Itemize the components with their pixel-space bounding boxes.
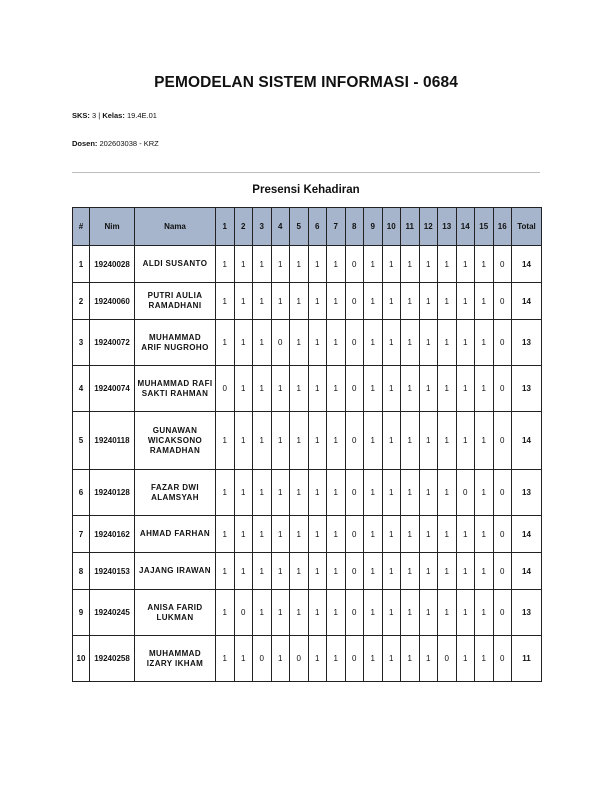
course-info bbox=[72, 111, 157, 120]
attendance-mark: 1 bbox=[308, 636, 327, 682]
attendance-mark: 1 bbox=[475, 412, 494, 470]
document-title: PEMODELAN SISTEM INFORMASI - 0684 bbox=[154, 74, 458, 91]
attendance-mark: 1 bbox=[419, 636, 438, 682]
table-body bbox=[73, 246, 542, 682]
row-number: 4 bbox=[73, 366, 90, 412]
attendance-mark: 1 bbox=[438, 470, 457, 516]
attendance-mark: 1 bbox=[364, 366, 383, 412]
attendance-mark: 1 bbox=[327, 366, 346, 412]
attendance-mark: 1 bbox=[308, 470, 327, 516]
column-header: Nama bbox=[135, 208, 216, 246]
attendance-mark: 1 bbox=[382, 320, 401, 366]
attendance-mark: 1 bbox=[475, 283, 494, 320]
attendance-mark: 0 bbox=[493, 246, 512, 283]
column-header: 11 bbox=[401, 208, 420, 246]
attendance-total: 14 bbox=[512, 246, 542, 283]
attendance-mark: 1 bbox=[290, 412, 309, 470]
attendance-mark: 1 bbox=[401, 320, 420, 366]
column-header: Nim bbox=[90, 208, 135, 246]
student-nim: 19240162 bbox=[90, 516, 135, 553]
student-name-line: MUHAMMAD RAFI bbox=[137, 378, 213, 388]
row-number: 7 bbox=[73, 516, 90, 553]
attendance-mark: 1 bbox=[456, 320, 475, 366]
table-row bbox=[73, 283, 542, 320]
column-header: 16 bbox=[493, 208, 512, 246]
attendance-mark: 1 bbox=[401, 412, 420, 470]
attendance-mark: 0 bbox=[345, 636, 364, 682]
kelas-label: Kelas: bbox=[102, 111, 125, 120]
attendance-mark: 1 bbox=[253, 516, 272, 553]
table-row bbox=[73, 366, 542, 412]
attendance-mark: 1 bbox=[234, 283, 253, 320]
attendance-mark: 0 bbox=[493, 553, 512, 590]
attendance-mark: 1 bbox=[216, 412, 235, 470]
attendance-mark: 1 bbox=[216, 516, 235, 553]
lecturer-info bbox=[72, 139, 159, 148]
attendance-mark: 1 bbox=[271, 636, 290, 682]
attendance-mark: 1 bbox=[308, 366, 327, 412]
attendance-mark: 1 bbox=[475, 470, 494, 516]
attendance-total: 14 bbox=[512, 412, 542, 470]
attendance-mark: 1 bbox=[382, 553, 401, 590]
divider bbox=[72, 172, 540, 173]
attendance-mark: 1 bbox=[234, 516, 253, 553]
row-number: 1 bbox=[73, 246, 90, 283]
attendance-mark: 0 bbox=[493, 590, 512, 636]
table-row bbox=[73, 553, 542, 590]
student-name-line: AHMAD FARHAN bbox=[139, 529, 211, 538]
student-name-line: ALAMSYAH bbox=[151, 492, 199, 502]
attendance-mark: 1 bbox=[456, 516, 475, 553]
attendance-mark: 1 bbox=[475, 636, 494, 682]
attendance-mark: 0 bbox=[345, 283, 364, 320]
attendance-mark: 1 bbox=[438, 320, 457, 366]
attendance-mark: 1 bbox=[253, 320, 272, 366]
row-number: 2 bbox=[73, 283, 90, 320]
attendance-mark: 1 bbox=[253, 553, 272, 590]
attendance-mark: 1 bbox=[438, 283, 457, 320]
attendance-mark: 1 bbox=[438, 553, 457, 590]
attendance-mark: 1 bbox=[271, 590, 290, 636]
attendance-mark: 1 bbox=[290, 590, 309, 636]
attendance-mark: 1 bbox=[382, 590, 401, 636]
student-name-line: WICAKSONO bbox=[147, 435, 203, 445]
attendance-mark: 1 bbox=[308, 590, 327, 636]
attendance-mark: 1 bbox=[327, 516, 346, 553]
attendance-mark: 0 bbox=[345, 246, 364, 283]
student-name-line: ARIF NUGROHO bbox=[141, 342, 209, 352]
attendance-mark: 1 bbox=[290, 366, 309, 412]
attendance-mark: 1 bbox=[290, 470, 309, 516]
attendance-mark: 1 bbox=[438, 590, 457, 636]
sks-label: SKS: bbox=[72, 111, 90, 120]
row-number: 10 bbox=[73, 636, 90, 682]
column-header: 1 bbox=[216, 208, 235, 246]
attendance-mark: 1 bbox=[419, 283, 438, 320]
student-name bbox=[135, 366, 216, 412]
attendance-mark: 1 bbox=[271, 246, 290, 283]
row-number: 8 bbox=[73, 553, 90, 590]
attendance-mark: 0 bbox=[345, 590, 364, 636]
attendance-mark: 0 bbox=[493, 636, 512, 682]
attendance-mark: 1 bbox=[271, 366, 290, 412]
student-name-line: LUKMAN bbox=[156, 612, 194, 622]
attendance-total: 13 bbox=[512, 320, 542, 366]
attendance-mark: 1 bbox=[271, 470, 290, 516]
student-nim: 19240245 bbox=[90, 590, 135, 636]
attendance-mark: 1 bbox=[253, 246, 272, 283]
student-name-line: MUHAMMAD bbox=[148, 648, 202, 658]
attendance-mark: 1 bbox=[382, 246, 401, 283]
student-name-line: GUNAWAN bbox=[152, 425, 198, 435]
attendance-mark: 1 bbox=[234, 320, 253, 366]
student-name-line: RAMADHANI bbox=[148, 301, 202, 310]
sks-value: 3 bbox=[92, 111, 97, 120]
row-number: 6 bbox=[73, 470, 90, 516]
attendance-mark: 1 bbox=[234, 412, 253, 470]
attendance-mark: 1 bbox=[419, 246, 438, 283]
attendance-mark: 1 bbox=[382, 366, 401, 412]
column-header: 15 bbox=[475, 208, 494, 246]
attendance-mark: 1 bbox=[234, 553, 253, 590]
table-row bbox=[73, 636, 542, 682]
attendance-mark: 0 bbox=[493, 283, 512, 320]
attendance-mark: 1 bbox=[419, 320, 438, 366]
student-name-line: ALDI SUSANTO bbox=[142, 259, 208, 268]
attendance-mark: 1 bbox=[216, 320, 235, 366]
table-header-row bbox=[73, 208, 542, 246]
attendance-mark: 0 bbox=[438, 636, 457, 682]
attendance-mark: 1 bbox=[308, 246, 327, 283]
attendance-mark: 1 bbox=[456, 636, 475, 682]
table-row bbox=[73, 320, 542, 366]
attendance-mark: 1 bbox=[401, 636, 420, 682]
attendance-mark: 1 bbox=[327, 246, 346, 283]
attendance-mark: 1 bbox=[308, 553, 327, 590]
attendance-mark: 1 bbox=[271, 283, 290, 320]
kelas-value: 19.4E.01 bbox=[126, 111, 157, 120]
table-row bbox=[73, 246, 542, 283]
attendance-mark: 1 bbox=[382, 516, 401, 553]
attendance-table bbox=[72, 207, 542, 682]
column-header: 12 bbox=[419, 208, 438, 246]
column-header: 5 bbox=[290, 208, 309, 246]
attendance-mark: 1 bbox=[364, 283, 383, 320]
attendance-mark: 1 bbox=[438, 412, 457, 470]
attendance-mark: 1 bbox=[234, 636, 253, 682]
student-name-line: ANISA FARID bbox=[147, 602, 203, 612]
attendance-mark: 1 bbox=[456, 553, 475, 590]
attendance-mark: 1 bbox=[308, 283, 327, 320]
attendance-mark: 1 bbox=[364, 470, 383, 516]
dosen-label: Dosen: bbox=[72, 139, 98, 148]
student-name bbox=[135, 283, 216, 320]
student-nim: 19240060 bbox=[90, 283, 135, 320]
attendance-mark: 0 bbox=[271, 320, 290, 366]
attendance-mark: 1 bbox=[216, 283, 235, 320]
student-name bbox=[135, 470, 216, 516]
column-header: 9 bbox=[364, 208, 383, 246]
attendance-total: 14 bbox=[512, 553, 542, 590]
attendance-mark: 1 bbox=[382, 636, 401, 682]
attendance-mark: 0 bbox=[493, 412, 512, 470]
attendance-total: 13 bbox=[512, 470, 542, 516]
attendance-mark: 1 bbox=[234, 366, 253, 412]
attendance-mark: 0 bbox=[253, 636, 272, 682]
student-name bbox=[135, 516, 216, 553]
column-header: 14 bbox=[456, 208, 475, 246]
column-header: 8 bbox=[345, 208, 364, 246]
attendance-mark: 1 bbox=[364, 636, 383, 682]
attendance-mark: 1 bbox=[382, 470, 401, 516]
attendance-mark: 1 bbox=[271, 412, 290, 470]
student-name-line: SAKTI RAHMAN bbox=[141, 388, 209, 398]
attendance-mark: 1 bbox=[364, 590, 383, 636]
student-nim: 19240118 bbox=[90, 412, 135, 470]
attendance-mark: 1 bbox=[216, 470, 235, 516]
table-row bbox=[73, 516, 542, 553]
attendance-mark: 1 bbox=[419, 516, 438, 553]
attendance-mark: 1 bbox=[401, 246, 420, 283]
attendance-mark: 1 bbox=[327, 320, 346, 366]
attendance-mark: 1 bbox=[216, 553, 235, 590]
attendance-mark: 1 bbox=[419, 470, 438, 516]
attendance-mark: 1 bbox=[216, 590, 235, 636]
attendance-mark: 1 bbox=[364, 320, 383, 366]
row-number: 5 bbox=[73, 412, 90, 470]
student-name-line: IZARY IKHAM bbox=[146, 658, 204, 668]
attendance-mark: 1 bbox=[401, 283, 420, 320]
attendance-mark: 1 bbox=[253, 590, 272, 636]
attendance-mark: 1 bbox=[216, 246, 235, 283]
attendance-mark: 1 bbox=[364, 553, 383, 590]
attendance-mark: 1 bbox=[419, 366, 438, 412]
attendance-mark: 1 bbox=[327, 412, 346, 470]
attendance-total: 13 bbox=[512, 590, 542, 636]
table-row bbox=[73, 412, 542, 470]
attendance-mark: 1 bbox=[290, 246, 309, 283]
attendance-mark: 0 bbox=[493, 366, 512, 412]
attendance-mark: 1 bbox=[475, 516, 494, 553]
student-nim: 19240074 bbox=[90, 366, 135, 412]
attendance-mark: 1 bbox=[364, 412, 383, 470]
student-name-line: FAZAR DWI bbox=[150, 482, 200, 492]
attendance-mark: 1 bbox=[290, 283, 309, 320]
attendance-mark: 1 bbox=[327, 470, 346, 516]
attendance-mark: 1 bbox=[475, 366, 494, 412]
attendance-mark: 1 bbox=[456, 590, 475, 636]
column-header: 7 bbox=[327, 208, 346, 246]
attendance-mark: 1 bbox=[419, 412, 438, 470]
attendance-mark: 1 bbox=[253, 283, 272, 320]
attendance-mark: 1 bbox=[419, 590, 438, 636]
student-name-line: JAJANG IRAWAN bbox=[139, 566, 211, 575]
attendance-mark: 1 bbox=[456, 366, 475, 412]
attendance-mark: 1 bbox=[475, 590, 494, 636]
attendance-mark: 1 bbox=[271, 516, 290, 553]
column-header: 6 bbox=[308, 208, 327, 246]
student-nim: 19240128 bbox=[90, 470, 135, 516]
student-name bbox=[135, 590, 216, 636]
attendance-mark: 1 bbox=[475, 320, 494, 366]
column-header: Total bbox=[512, 208, 542, 246]
attendance-mark: 1 bbox=[475, 246, 494, 283]
attendance-mark: 1 bbox=[253, 470, 272, 516]
attendance-mark: 1 bbox=[401, 366, 420, 412]
dosen-value: 202603038 - KRZ bbox=[99, 139, 159, 148]
attendance-mark: 1 bbox=[401, 590, 420, 636]
attendance-mark: 1 bbox=[364, 516, 383, 553]
attendance-mark: 1 bbox=[271, 553, 290, 590]
attendance-mark: 1 bbox=[253, 366, 272, 412]
column-header: 4 bbox=[271, 208, 290, 246]
attendance-mark: 1 bbox=[308, 320, 327, 366]
column-header: 13 bbox=[438, 208, 457, 246]
row-number: 3 bbox=[73, 320, 90, 366]
table-row bbox=[73, 470, 542, 516]
attendance-mark: 1 bbox=[382, 283, 401, 320]
attendance-mark: 1 bbox=[438, 516, 457, 553]
attendance-mark: 1 bbox=[438, 366, 457, 412]
attendance-mark: 0 bbox=[493, 470, 512, 516]
attendance-mark: 0 bbox=[216, 366, 235, 412]
attendance-mark: 0 bbox=[234, 590, 253, 636]
attendance-mark: 1 bbox=[290, 553, 309, 590]
attendance-total: 11 bbox=[512, 636, 542, 682]
student-nim: 19240028 bbox=[90, 246, 135, 283]
student-name bbox=[135, 246, 216, 283]
attendance-mark: 1 bbox=[327, 636, 346, 682]
attendance-mark: 1 bbox=[382, 412, 401, 470]
table-row bbox=[73, 590, 542, 636]
attendance-mark: 1 bbox=[253, 412, 272, 470]
attendance-mark: 0 bbox=[345, 320, 364, 366]
attendance-mark: 1 bbox=[456, 246, 475, 283]
attendance-mark: 1 bbox=[364, 246, 383, 283]
attendance-mark: 1 bbox=[308, 516, 327, 553]
student-name bbox=[135, 412, 216, 470]
attendance-mark: 0 bbox=[345, 516, 364, 553]
attendance-mark: 1 bbox=[234, 246, 253, 283]
attendance-mark: 0 bbox=[290, 636, 309, 682]
attendance-mark: 1 bbox=[456, 283, 475, 320]
section-title: Presensi Kehadiran bbox=[252, 184, 360, 196]
attendance-mark: 1 bbox=[290, 516, 309, 553]
student-name-line: MUHAMMAD bbox=[148, 332, 202, 342]
attendance-mark: 1 bbox=[401, 553, 420, 590]
column-header: 2 bbox=[234, 208, 253, 246]
attendance-mark: 0 bbox=[345, 366, 364, 412]
attendance-mark: 1 bbox=[216, 636, 235, 682]
attendance-mark: 1 bbox=[327, 283, 346, 320]
attendance-mark: 1 bbox=[327, 553, 346, 590]
attendance-total: 14 bbox=[512, 516, 542, 553]
attendance-mark: 1 bbox=[456, 412, 475, 470]
row-number: 9 bbox=[73, 590, 90, 636]
attendance-mark: 1 bbox=[401, 516, 420, 553]
student-nim: 19240072 bbox=[90, 320, 135, 366]
attendance-mark: 0 bbox=[493, 516, 512, 553]
attendance-mark: 1 bbox=[290, 320, 309, 366]
attendance-total: 13 bbox=[512, 366, 542, 412]
attendance-mark: 0 bbox=[456, 470, 475, 516]
column-header: # bbox=[73, 208, 90, 246]
student-name bbox=[135, 553, 216, 590]
attendance-mark: 1 bbox=[419, 553, 438, 590]
student-nim: 19240153 bbox=[90, 553, 135, 590]
student-nim: 19240258 bbox=[90, 636, 135, 682]
info-separator: | bbox=[98, 111, 101, 120]
attendance-mark: 0 bbox=[345, 553, 364, 590]
attendance-mark: 1 bbox=[475, 553, 494, 590]
attendance-mark: 1 bbox=[327, 590, 346, 636]
student-name-line: RAMADHAN bbox=[149, 445, 201, 455]
column-header: 10 bbox=[382, 208, 401, 246]
attendance-total: 14 bbox=[512, 283, 542, 320]
column-header: 3 bbox=[253, 208, 272, 246]
attendance-mark: 1 bbox=[438, 246, 457, 283]
student-name bbox=[135, 636, 216, 682]
student-name-line: PUTRI AULIA bbox=[147, 291, 203, 300]
attendance-mark: 0 bbox=[345, 470, 364, 516]
attendance-mark: 1 bbox=[234, 470, 253, 516]
attendance-mark: 0 bbox=[493, 320, 512, 366]
student-name bbox=[135, 320, 216, 366]
attendance-mark: 1 bbox=[401, 470, 420, 516]
attendance-mark: 1 bbox=[308, 412, 327, 470]
attendance-mark: 0 bbox=[345, 412, 364, 470]
